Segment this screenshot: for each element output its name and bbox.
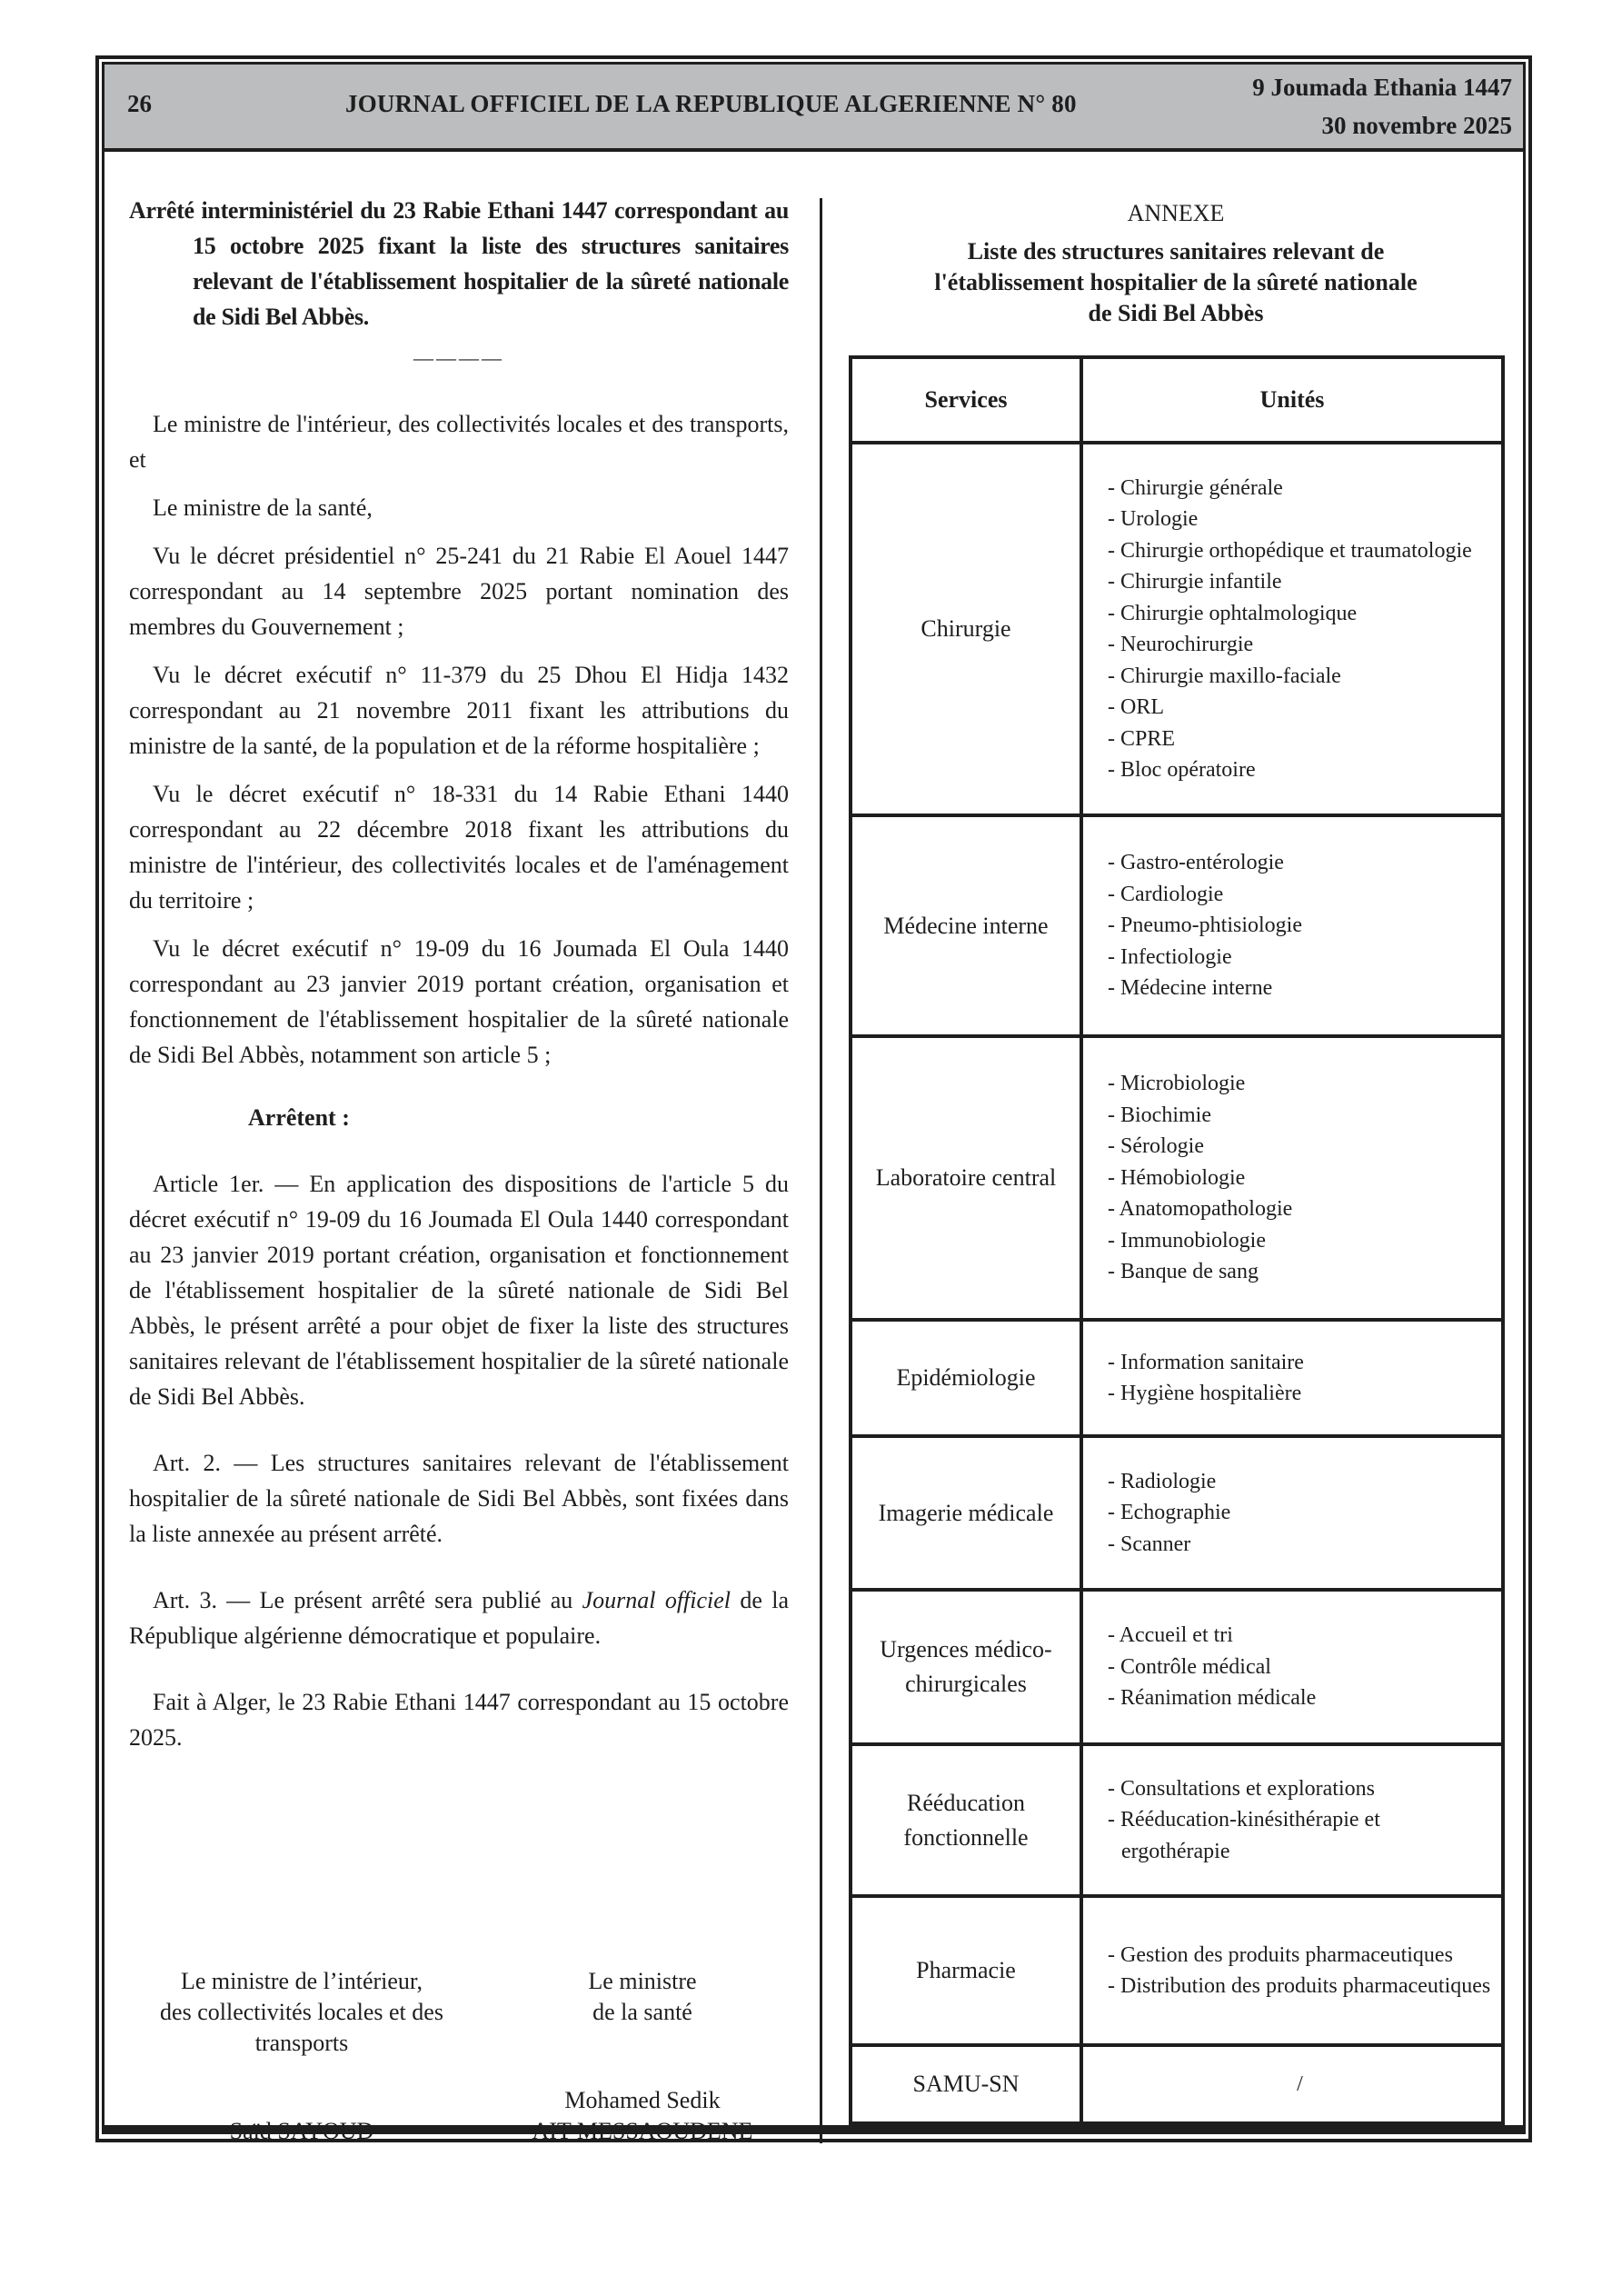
unit-item: - Sérologie	[1108, 1134, 1204, 1159]
journal-header	[104, 65, 1523, 152]
gregorian-date: 30 novembre 2025	[1321, 112, 1512, 139]
units-cell	[1081, 1744, 1503, 1896]
service-cell: Laboratoire central	[851, 1036, 1081, 1320]
unit-item: - Chirurgie générale	[1108, 475, 1283, 500]
annex-heading	[849, 198, 1503, 329]
decree-column	[129, 193, 789, 1755]
unit-item: - Microbiologie	[1108, 1072, 1246, 1096]
unit-item: - Chirurgie infantile	[1108, 570, 1282, 594]
decree-title: Arrêté interministériel du 23 Rabie Ethani 1447 correspondant au 15 octobre 2025 fixant la liste des structures sanitaires relevant de l'établissement hospitalier de la sûreté nationale de Sidi Bel Abbès.	[129, 197, 789, 330]
service-cell: Médecine interne	[851, 815, 1081, 1036]
table-row	[851, 1036, 1503, 1320]
units-list	[1108, 1773, 1492, 1868]
table-row	[851, 815, 1503, 1036]
units-list	[1108, 473, 1492, 786]
signatory-interior-role: Le ministre de l’intérieur, des collectivités locales et des transports	[160, 1968, 443, 2056]
signatory-health-name: Mohamed Sedik AIT MESSAOUDENE	[532, 2087, 753, 2144]
column-header-services: Services	[851, 357, 1081, 443]
unit-item: - Infectiologie	[1108, 944, 1232, 969]
service-cell: Imagerie médicale	[851, 1436, 1081, 1590]
unit-item: - Bloc opératoire	[1108, 758, 1256, 782]
units-list	[1108, 1347, 1492, 1410]
table-row	[851, 1436, 1503, 1590]
units-list	[1108, 1940, 1492, 2002]
journal-officiel-italic: Journal officiel	[582, 1587, 731, 1613]
unit-item: - Distribution des produits pharmaceutiques	[1108, 1974, 1491, 1998]
service-cell: Rééducation fonctionnelle	[851, 1744, 1081, 1896]
unit-item: - Information sanitaire	[1108, 1350, 1304, 1374]
column-divider	[820, 198, 822, 2143]
unit-item: - Scanner	[1108, 1532, 1191, 1556]
unit-item: - Réanimation médicale	[1108, 1686, 1317, 1711]
issue-date	[1252, 68, 1512, 145]
units-cell	[1081, 1036, 1503, 1320]
table-row	[851, 2045, 1503, 2123]
unit-item: - Chirurgie maxillo-faciale	[1108, 664, 1341, 688]
units-cell	[1081, 1896, 1503, 2045]
unit-item: - Gastro-entérologie	[1108, 851, 1284, 875]
units-cell	[1081, 815, 1503, 1036]
unit-item: - Radiologie	[1108, 1469, 1217, 1493]
preamble-decree-11-379: Vu le décret exécutif n° 11-379 du 25 Dhou El Hidja 1432 correspondant au 21 novembre 2011 fixant les attributions du ministre de la santé, de la population et de la réforme hospitalière ;	[129, 662, 789, 759]
service-cell: Pharmacie	[851, 1896, 1081, 2045]
units-cell: /	[1081, 2045, 1503, 2123]
unit-item: - Contrôle médical	[1108, 1654, 1271, 1679]
unit-item: - Rééducation-kinésithérapie et ergothérapie	[1108, 1808, 1380, 1863]
unit-item: - Pneumo-phtisiologie	[1108, 913, 1302, 938]
unit-item: - Cardiologie	[1108, 882, 1224, 906]
signatory-health-role: Le ministre de la santé	[588, 1968, 697, 2025]
unit-item: - Banque de sang	[1108, 1260, 1259, 1284]
unit-item: - CPRE	[1108, 726, 1176, 751]
unit-item: - ORL	[1108, 695, 1164, 719]
preamble-minister-health: Le ministre de la santé,	[153, 494, 373, 521]
units-list	[1108, 1068, 1492, 1288]
units-list	[1108, 847, 1492, 1004]
unit-item: - Urologie	[1108, 507, 1199, 531]
page-number: 26	[127, 90, 152, 117]
done-at: Fait à Alger, le 23 Rabie Ethani 1447 correspondant au 15 octobre 2025.	[129, 1689, 789, 1751]
unit-item: - Gestion des produits pharmaceutiques	[1108, 1942, 1453, 1967]
units-cell	[1081, 1320, 1503, 1436]
units-list	[1108, 1466, 1492, 1561]
article-2: Art. 2. — Les structures sanitaires relevant de l'établissement hospitalier de la sûreté nationale de Sidi Bel Abbès, sont fixées dans la liste annexée au présent arrêté.	[129, 1450, 789, 1547]
units-list	[1108, 1620, 1492, 1714]
unit-item: - Immunobiologie	[1108, 1228, 1266, 1253]
table-row	[851, 1744, 1503, 1896]
services-units-table	[849, 355, 1505, 2125]
table-row	[851, 1590, 1503, 1744]
unit-item: - Neurochirurgie	[1108, 633, 1254, 656]
preamble-decree-18-331: Vu le décret exécutif n° 18-331 du 14 Rabie Ethani 1440 correspondant au 22 décembre 2018 fixant les attributions du ministre de l'intérieur, des collectivités locales et de l'aménagement du territoire ;	[129, 781, 789, 913]
preamble-decree-19-09: Vu le décret exécutif n° 19-09 du 16 Joumada El Oula 1440 correspondant au 23 janvier 2019 portant création, organisation et fonctionnement de l'établissement hospitalier de la sûreté nationale de Sidi Bel Abbès, notamment son article 5 ;	[129, 935, 789, 1068]
table-row	[851, 443, 1503, 815]
arretent-heading: Arrêtent :	[248, 1104, 350, 1131]
unit-item: - Chirurgie orthopédique et traumatologie	[1108, 538, 1472, 563]
signatory-interior-name: Saïd SAYOUD	[229, 2118, 374, 2144]
table-header-row	[851, 357, 1503, 443]
annex-title: Liste des structures sanitaires relevant de l'établissement hospitalier de la sûreté nationale de Sidi Bel Abbès	[934, 238, 1418, 326]
units-cell	[1081, 1436, 1503, 1590]
unit-item: - Biochimie	[1108, 1103, 1211, 1127]
units-cell	[1081, 443, 1503, 815]
service-cell: Chirurgie	[851, 443, 1081, 815]
unit-item: - Anatomopathologie	[1108, 1197, 1293, 1222]
preamble-minister-interior: Le ministre de l'intérieur, des collectivités locales et des transports, et	[129, 411, 789, 473]
hijri-date: 9 Joumada Ethania 1447	[1252, 74, 1512, 101]
title-separator: ————	[413, 346, 504, 369]
service-cell: SAMU-SN	[851, 2045, 1081, 2123]
service-cell: Epidémiologie	[851, 1320, 1081, 1436]
annex-label: ANNEXE	[1127, 200, 1225, 226]
article-1: Article 1er. — En application des dispositions de l'article 5 du décret exécutif n° 19-09 du 16 Joumada El Oula 1440 correspondant au 23 janvier 2019 portant création, organisation et fonctionnement de l'établissement hospitalier de la sûreté nationale de Sidi Bel Abbès, le présent arrêté a pour objet de fixer la liste des structures sanitaires relevant de l'établissement hospitalier de la sûreté nationale de Sidi Bel Abbès.	[129, 1171, 789, 1410]
preamble-decree-25-241: Vu le décret présidentiel n° 25-241 du 21 Rabie El Aouel 1447 correspondant au 14 septembre 2025 portant nomination des membres du Gouvernement ;	[129, 543, 789, 640]
article-3: Art. 3. — Le présent arrêté sera publié au Journal officiel de la République algérienne démocratique et populaire.	[129, 1587, 789, 1649]
unit-item: - Chirurgie ophtalmologique	[1108, 601, 1358, 625]
table-row	[851, 1320, 1503, 1436]
unit-item: - Echographie	[1108, 1501, 1231, 1525]
unit-item: - Consultations et explorations	[1108, 1776, 1375, 1801]
unit-item: - Hémobiologie	[1108, 1165, 1246, 1190]
unit-item: - Hygiène hospitalière	[1108, 1382, 1302, 1405]
units-cell	[1081, 1590, 1503, 1744]
service-cell: Urgences médico-chirurgicales	[851, 1590, 1081, 1744]
table-row	[851, 1896, 1503, 2045]
journal-title: JOURNAL OFFICIEL DE LA REPUBLIQUE ALGERIENNE N° 80	[345, 90, 1077, 117]
unit-item: - Médecine interne	[1108, 976, 1273, 1001]
column-header-units: Unités	[1081, 357, 1503, 443]
unit-item: - Accueil et tri	[1108, 1623, 1233, 1648]
